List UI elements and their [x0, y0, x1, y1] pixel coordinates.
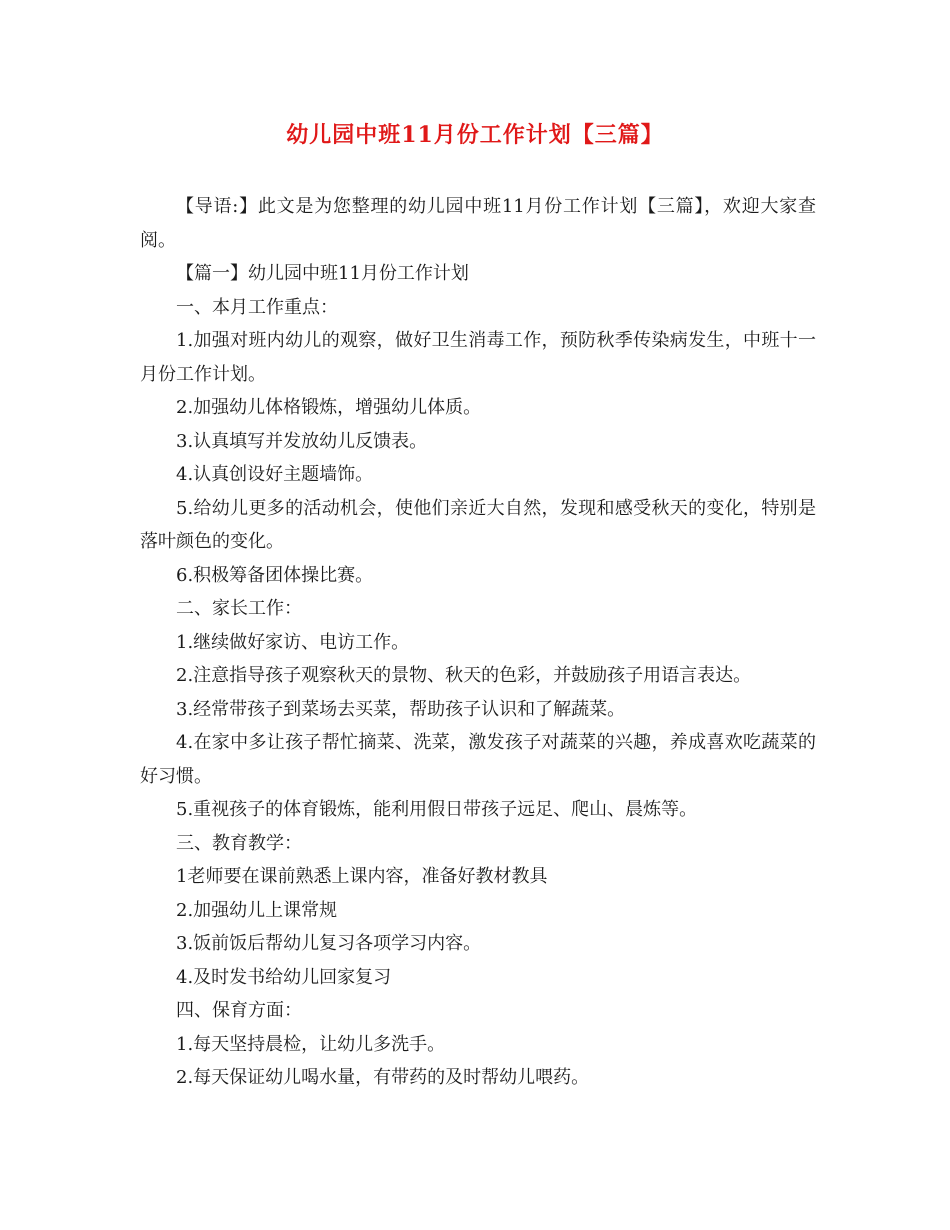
paragraph-heading-focus: 一、本月工作重点：	[176, 296, 338, 318]
paragraph-heading-parents: 二、家长工作：	[176, 598, 302, 619]
paragraph-item: 3.认真填写并发放幼儿反馈表。	[176, 430, 428, 452]
paragraph-heading-care: 四、保育方面：	[176, 1000, 302, 1021]
paragraph-item: 4.及时发书给幼儿回家复习	[176, 966, 392, 988]
paragraph-item: 5.重视孩子的体育锻炼，能利用假日带孩子远足、爬山、晨炼等。	[176, 799, 698, 820]
paragraph-item: 2.每天保证幼儿喝水量，有带药的及时帮幼儿喂药。	[176, 1067, 590, 1088]
paragraph-item: 3.饭前饭后帮幼儿复习各项学习内容。	[176, 933, 482, 954]
paragraph-item: 4.在家中多让孩子帮忙摘菜、洗菜，激发孩子对蔬菜的兴趣，养成喜欢吃蔬菜的好习惯。	[140, 732, 816, 787]
paragraph-heading-teaching: 三、教育教学：	[176, 832, 302, 854]
paragraph-item: 1.加强对班内幼儿的观察，做好卫生消毒工作，预防秋季传染病发生，中班十一月份工作计划。	[140, 330, 816, 385]
paragraph-item: 3.经常带孩子到菜场去买菜，帮助孩子认识和了解蔬菜。	[176, 698, 626, 720]
paragraph-item: 5.给幼儿更多的活动机会，使他们亲近大自然，发现和感受秋天的变化，特别是落叶颜色的变化。	[140, 497, 816, 552]
paragraph-item: 2.加强幼儿上课常规	[176, 899, 338, 921]
document-body	[140, 190, 816, 1095]
paragraph-item: 1老师要在课前熟悉上课内容，准备好教材教具	[176, 866, 548, 887]
paragraph-item: 4.认真创设好主题墙饰。	[176, 464, 374, 485]
document-title: 幼儿园中班11月份工作计划【三篇】	[286, 122, 664, 148]
paragraph-item: 1.每天坚持晨检，让幼儿多洗手。	[176, 1033, 446, 1055]
paragraph-section-heading: 【篇一】幼儿园中班11月份工作计划	[176, 263, 469, 284]
paragraph-item: 6.积极筹备团体操比赛。	[176, 564, 374, 586]
paragraph-item: 1.继续做好家访、电访工作。	[176, 631, 410, 653]
paragraph-item: 2.加强幼儿体格锻炼，增强幼儿体质。	[176, 397, 482, 418]
paragraph-intro: 【导语:】此文是为您整理的幼儿园中班11月份工作计划【三篇】，欢迎大家查阅。	[140, 196, 816, 251]
paragraph-item: 2.注意指导孩子观察秋天的景物、秋天的色彩，并鼓励孩子用语言表达。	[176, 665, 752, 686]
